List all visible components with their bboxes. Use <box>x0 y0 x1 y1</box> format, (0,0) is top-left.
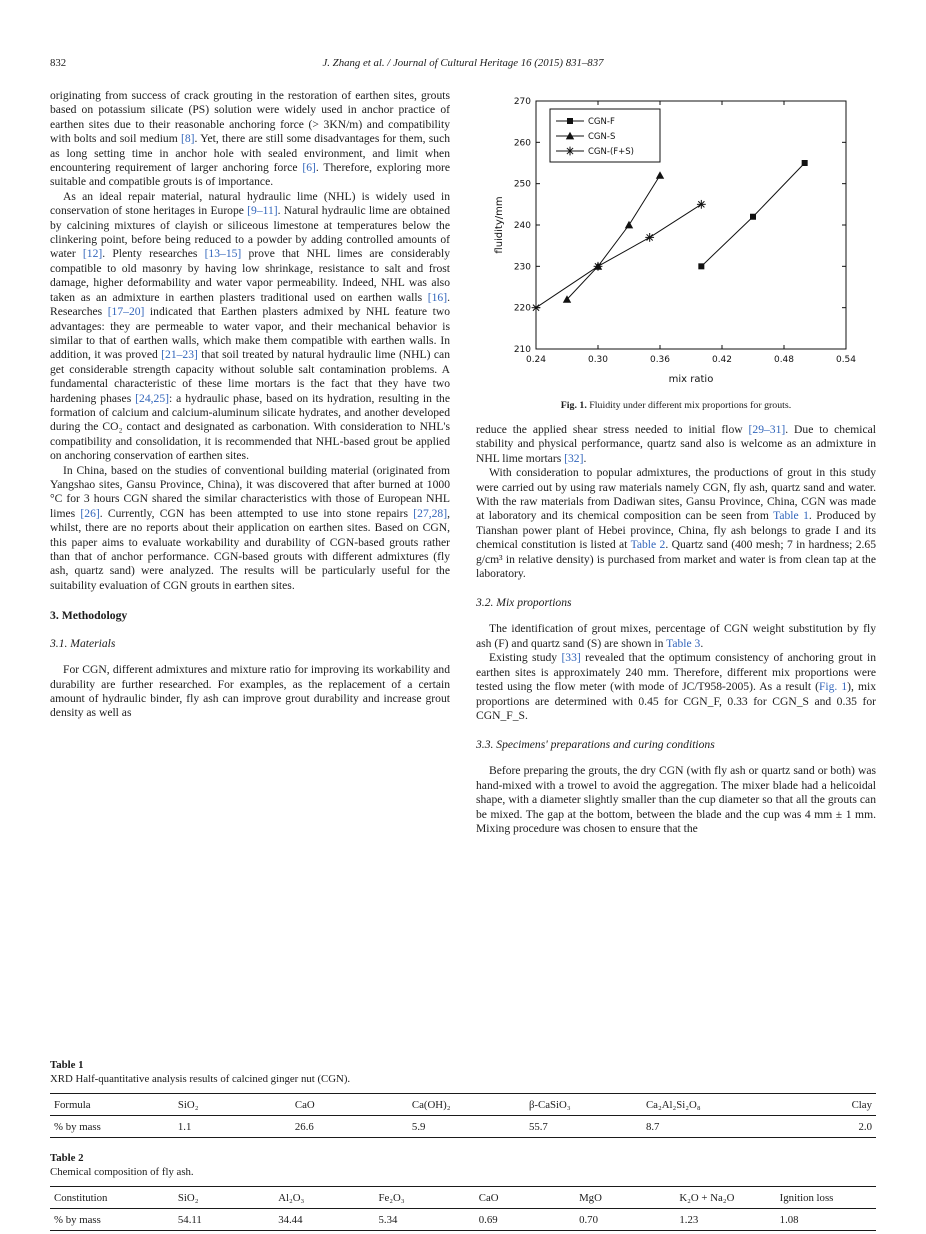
svg-text:260: 260 <box>513 138 531 149</box>
left-column <box>50 89 450 721</box>
text-run: 3.2. Mix proportions <box>476 596 572 610</box>
fluidity-chart <box>490 91 862 396</box>
paragraph <box>476 622 876 651</box>
column-header: K₂O + Na₂O <box>679 1191 735 1204</box>
text-run: For CGN, different admixtures and mixture ratio for improving its workability and durability are further researched. For examples, as the replacement of a certain amount of hydraulic binder, fly ash can improve grout durability and increase grout density as well as <box>50 663 450 720</box>
citation-link[interactable]: [21–23] <box>161 348 198 362</box>
text-run: 3.1. Materials <box>50 637 116 651</box>
right-column <box>476 89 876 836</box>
column-header: SiO₂ <box>177 1191 199 1204</box>
text-run: . Plenty researches <box>102 247 205 261</box>
column-header: Fe₂O₃ <box>378 1191 405 1204</box>
text-run: , whilst, there are no reports about their application on earthen sites. Based on CGN, this paper aims to evaluate workability and durability of CGN-based grouts rather than that of anchor performance. CGN-based grouts with different admixtures (fly ash, quartz sand) were analyzed. The results will be particularly useful for the suitability evaluation of CGN grouts in earthen sites. <box>50 506 450 592</box>
svg-text:fluidity/mm: fluidity/mm <box>494 196 505 254</box>
table-2-caption: Chemical composition of fly ash. <box>50 1166 194 1178</box>
svg-text:0.30: 0.30 <box>587 355 609 365</box>
table-row <box>50 1116 876 1138</box>
subsection-heading <box>476 738 876 751</box>
figure-1-caption <box>476 400 876 411</box>
svg-text:0.36: 0.36 <box>649 355 671 365</box>
citation-link[interactable]: [16] <box>427 290 448 304</box>
table-row <box>50 1209 876 1231</box>
citation-link[interactable]: [33] <box>561 651 581 665</box>
table-cell: 1.08 <box>779 1213 799 1226</box>
citation-link[interactable]: Fig. 1 <box>818 680 848 694</box>
citation-link[interactable]: [8] <box>181 132 195 146</box>
text-run: Before preparing the grouts, the dry CGN (with fly ash or quartz sand or both) was hand-mixed with a trowel to avoid the aggregation. The mixer blade had a helicoidal shape, with a diameter slightly smaller than the cup diameter so that all the grouts can be mixed. The gap at the bottom, between the blade and the cup was 4 mm ± 1 mm. Mixing procedure was chosen to ensure that the <box>476 764 876 835</box>
table-cell: 5.9 <box>411 1120 426 1133</box>
citation-link[interactable]: [32] <box>564 451 584 465</box>
table-cell: % by mass <box>54 1120 101 1133</box>
running-title: J. Zhang et al. / Journal of Cultural Heritage 16 (2015) 831–837 <box>322 57 604 69</box>
column-header: Constitution <box>54 1191 108 1204</box>
text-run: reduce the applied shear stress needed to initial flow <box>476 423 749 436</box>
page-header <box>50 57 876 72</box>
text-run: prove that NHL limes are considerably compatible to old masonry by having low shrinkage, resistance to salt and frost damage, higher deformability and water vapor permeability. Indeed, NHL was also taken as an admixture in earthen plasters traditional used on earthen walls <box>50 247 450 304</box>
table-cell: 8.7 <box>645 1120 660 1133</box>
table-cell: 0.69 <box>478 1213 498 1226</box>
citation-link[interactable]: [27,28] <box>413 506 448 520</box>
subsection-heading <box>476 596 876 609</box>
table-2-label: Table 2 <box>50 1152 84 1164</box>
text-run: . Researches <box>50 290 450 319</box>
data-table <box>50 1093 876 1138</box>
svg-text:CGN-(F+S): CGN-(F+S) <box>588 147 634 157</box>
svg-text:0.42: 0.42 <box>711 355 733 365</box>
text-run: 3.3. Specimens' preparations and curing conditions <box>476 738 715 752</box>
page-number: 832 <box>50 57 67 69</box>
citation-link[interactable]: [12] <box>82 247 103 261</box>
data-table <box>50 1186 876 1231</box>
table-cell: 34.44 <box>278 1213 303 1226</box>
table-1-caption: XRD Half-quantitative analysis results of calcined ginger nut (CGN). <box>50 1073 351 1085</box>
column-header: CaO <box>478 1191 499 1204</box>
text-run: Fig. 1. <box>560 400 587 411</box>
column-header: Clay <box>851 1098 872 1111</box>
citation-link[interactable]: [6] <box>302 161 316 175</box>
table-cell: 1.23 <box>679 1213 699 1226</box>
svg-text:210: 210 <box>513 345 531 355</box>
table-cell: 1.1 <box>177 1120 192 1133</box>
citation-link[interactable]: Table 2 <box>630 538 666 552</box>
svg-text:0.54: 0.54 <box>835 355 857 365</box>
text-run: The identification of grout mixes, percentage of CGN weight substitution by fly ash (F) and quartz sand (S) are shown in <box>476 622 876 650</box>
paragraph <box>50 89 450 190</box>
text-run: . <box>583 451 587 465</box>
text-run: With consideration to popular admixtures, the productions of grout in this study were carried out by using raw materials namely CGN, fly ash, quartz sand and water. With the raw materials from Dadiwan sites, Gansu Province, China, CGN was made at laboratory and its chemical composition can be seen from <box>476 466 876 523</box>
citation-link[interactable]: [13–15] <box>204 247 242 261</box>
paragraph <box>476 651 876 723</box>
section-heading <box>50 609 450 622</box>
paragraph <box>476 764 876 836</box>
svg-text:mix ratio: mix ratio <box>668 374 714 385</box>
column-header: CaO <box>294 1098 315 1111</box>
citation-link[interactable]: Table 1 <box>773 509 809 523</box>
text-run: : a hydraulic phase, based on its hydration, resulting in the formation of calcium and calcium-aluminum silicate hydrates, and another developed during the CO₂ contact and designated as carbonation. With consideration to NHL's compatibility and consolidation, it is recommended that NHL-based grout be applied on anchoring conservation of earthen sites. <box>50 391 450 463</box>
text-run: ), mix proportions are determined with 0.45 for CGN_F, 0.33 for CGN_S and 0.35 for CGN_F_S. <box>476 680 876 722</box>
text-run: originating from success of crack grouting in the restoration of earthen sites, grouts based on potassium silicate (PS) solution were widely used in anchor practice of earthen sites due to their reasonable anchoring force (> 3KN/m) and compatibility with bolts and soil medium <box>50 89 450 146</box>
column-header: Ca(OH)₂ <box>411 1098 451 1111</box>
text-run: . Due to chemical stability and physical performance, quartz sand also is welcome as an admixture in NHL lime mortars <box>476 423 876 465</box>
column-header: Ignition loss <box>779 1191 834 1204</box>
right-column-text <box>476 423 876 836</box>
paragraph <box>476 423 876 466</box>
table-1-block <box>50 1059 876 1138</box>
text-run: that soil treated by natural hydraulic lime (NHL) can get considerable strength capacity without soluble salt contamination problems. A fundamental characteristic of these lime mortars is the fact that they have two hardening phases <box>50 348 450 405</box>
table-header-row <box>50 1094 876 1116</box>
citation-link[interactable]: [9–11] <box>247 204 278 218</box>
table-1-label: Table 1 <box>50 1059 84 1071</box>
text-run: revealed that the optimum consistency of anchoring grout in earthen sites is approximately 240 mm. Therefore, different mix proportions were tested using the flow meter (with mode of JC/T958-2005). As a result ( <box>476 651 876 694</box>
svg-text:220: 220 <box>513 303 531 314</box>
text-run: indicated that Earthen plasters admixed by NHL feature two advantages: they are permeable to water vapor, and their mechanical behavior is similar to that of earthen walls, which make them compatible with earthen walls. In addition, it was proved <box>50 305 450 362</box>
text-run: Fluidity under different mix proportions for grouts. <box>586 400 792 411</box>
fluidity-line-chart <box>490 91 862 391</box>
table-header-row <box>50 1187 876 1209</box>
text-run: . Produced by Tianshan power plant of Hebei province, China, fly ash belongs to grade I and its chemical constitution is listed at <box>476 509 877 552</box>
text-run: Existing study <box>489 651 562 665</box>
subsection-heading <box>50 637 450 650</box>
citation-link[interactable]: Table 3 <box>666 636 701 650</box>
text-run: . Quartz sand (400 mesh; 7 in hardness; 2.65 g/cm³ in relative density) is purchased from market and water is from clean tap at the laboratory. <box>476 538 877 581</box>
svg-text:250: 250 <box>513 179 531 190</box>
table-cell: 5.34 <box>378 1213 398 1226</box>
svg-text:0.48: 0.48 <box>773 355 795 365</box>
text-run: . Natural hydraulic lime are obtained by calcining mixtures of clayish or siliceous limestone at temperatures below the clinkering point, before being reduced to a powder by adding controlled amounts of water <box>50 204 450 261</box>
column-header: Al₂O₃ <box>278 1191 305 1204</box>
paragraph <box>50 464 450 594</box>
table-cell: 26.6 <box>294 1120 314 1133</box>
citation-link[interactable]: [29–31] <box>748 423 786 436</box>
paragraph <box>50 190 450 464</box>
table-cell: 0.70 <box>579 1213 598 1226</box>
two-column-body <box>50 89 876 1037</box>
svg-text:240: 240 <box>513 221 531 231</box>
svg-text:CGN-S: CGN-S <box>588 132 616 142</box>
text-run: . Yet, there are still some disadvantages for them, such as long setting time in anchor hole with sealed environment, and limit when encountering requirement of larger anchoring force <box>50 132 451 175</box>
text-run: 3. Methodology <box>50 609 128 623</box>
table-2-block <box>50 1152 876 1231</box>
text-run: In China, based on the studies of conventional building material (originated from Yangshao sites, Gansu Province, China), it was discovered that after burned at 1000 °C for 3 hours CGN shared the similar characteristics with those of European NHL limes <box>50 463 450 520</box>
column-header: SiO₂ <box>177 1098 199 1111</box>
column-header: Formula <box>54 1098 91 1111</box>
citation-link[interactable]: [26] <box>80 506 100 520</box>
text-run: As an ideal repair material, natural hydraulic lime (NHL) is widely used in conservation of stone heritages in Europe <box>50 189 450 218</box>
column-header: MgO <box>579 1191 602 1204</box>
citation-link[interactable]: [17–20] <box>107 305 145 319</box>
table-1 <box>50 1093 876 1138</box>
tables-section <box>50 1059 876 1231</box>
svg-text:230: 230 <box>513 262 531 273</box>
text-run: . Therefore, exploring more suitable and compatible grouts is of importance. <box>50 161 450 189</box>
paragraph <box>476 466 876 581</box>
svg-text:0.24: 0.24 <box>525 355 547 365</box>
column-header: Ca₂Al₂Si₂O₈ <box>645 1098 701 1111</box>
paragraph <box>50 663 450 721</box>
table-cell: % by mass <box>54 1213 101 1226</box>
table-cell: 55.7 <box>528 1120 548 1133</box>
column-header: β-CaSiO₃ <box>528 1098 571 1111</box>
text-run: . <box>700 636 704 650</box>
svg-text:270: 270 <box>513 97 531 107</box>
figure-1 <box>476 91 876 411</box>
table-cell: 2.0 <box>858 1120 872 1133</box>
table-2 <box>50 1186 876 1231</box>
text-run: . Currently, CGN has been attempted to use into stone repairs <box>99 506 414 520</box>
svg-text:CGN-F: CGN-F <box>588 117 615 127</box>
citation-link[interactable]: [24,25] <box>135 391 169 405</box>
table-cell: 54.11 <box>177 1213 202 1226</box>
